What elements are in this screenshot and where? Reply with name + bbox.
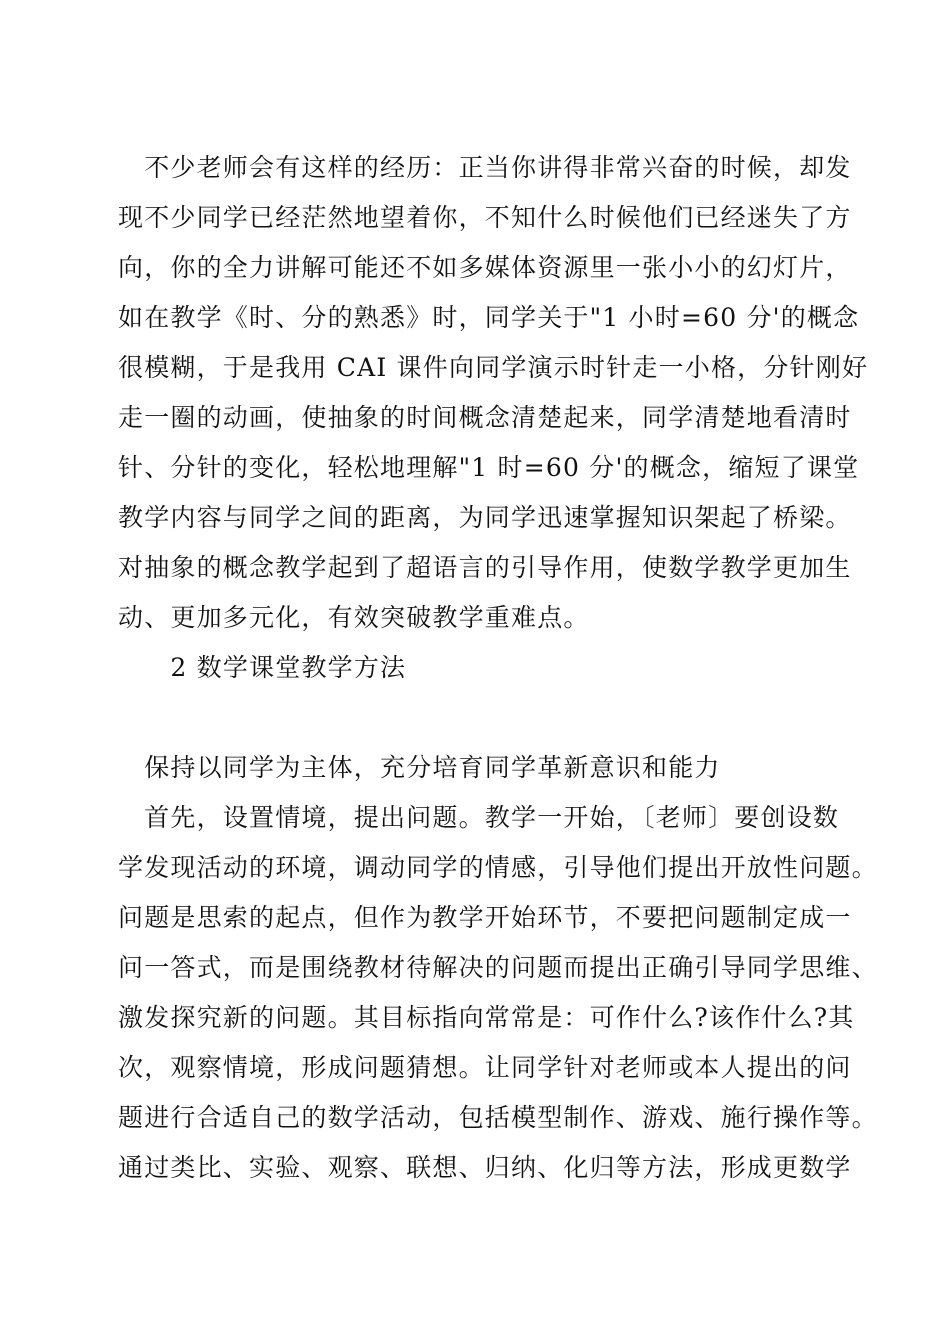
paragraph-line: 向，你的全力讲解可能还不如多媒体资源里一张小小的幻灯片， <box>118 253 852 282</box>
paragraph-line: 针、分针的变化，轻松地理解"1 时=60 分'的概念，缩短了课堂 <box>118 453 860 482</box>
paragraph-line: 很模糊，于是我用 CAI 课件向同学演示时针走一小格，分针刚好 <box>118 353 869 382</box>
paragraph-line: 通过类比、实验、观察、联想、归纳、化归等方法，形成更数学 <box>118 1153 852 1182</box>
paragraph-line: 问题是思索的起点，但作为教学开始环节，不要把问题制定成一 <box>118 903 852 932</box>
paragraph-line: 走一圈的动画，使抽象的时间概念清楚起来，同学清楚地看清时 <box>118 403 852 432</box>
paragraph-line: 题进行合适自己的数学活动，包括模型制作、游戏、施行操作等。 <box>118 1103 878 1132</box>
paragraph-line: 问一答式，而是围绕教材待解决的问题而提出正确引导同学思维、 <box>118 953 878 982</box>
paragraph-line: 首先，设置情境，提出问题。教学一开始，〔老师〕要创设数 <box>118 803 840 832</box>
paragraph-line: 激发探究新的问题。其目标指向常常是：可作什么?该作什么?其 <box>118 1003 855 1032</box>
subsection-heading: 保持以同学为主体，充分培育同学革新意识和能力 <box>118 753 721 782</box>
paragraph-line: 动、更加多元化，有效突破教学重难点。 <box>118 603 590 632</box>
paragraph-line: 对抽象的概念教学起到了超语言的引导作用，使数学教学更加生 <box>118 553 852 582</box>
paragraph-line: 如在教学《时、分的熟悉》时，同学关于"1 小时=60 分'的概念 <box>118 303 860 332</box>
paragraph-line: 不少老师会有这样的经历：正当你讲得非常兴奋的时候，却发 <box>118 153 852 182</box>
paragraph-line: 教学内容与同学之间的距离，为同学迅速掌握知识架起了桥梁。 <box>118 503 852 532</box>
section-heading: 2 数学课堂教学方法 <box>118 653 407 682</box>
paragraph-line: 学发现活动的环境，调动同学的情感，引导他们提出开放性问题。 <box>118 853 878 882</box>
paragraph-line: 现不少同学已经茫然地望着你，不知什么时候他们已经迷失了方 <box>118 203 852 232</box>
paragraph-line: 次，观察情境，形成问题猜想。让同学针对老师或本人提出的问 <box>118 1053 852 1082</box>
